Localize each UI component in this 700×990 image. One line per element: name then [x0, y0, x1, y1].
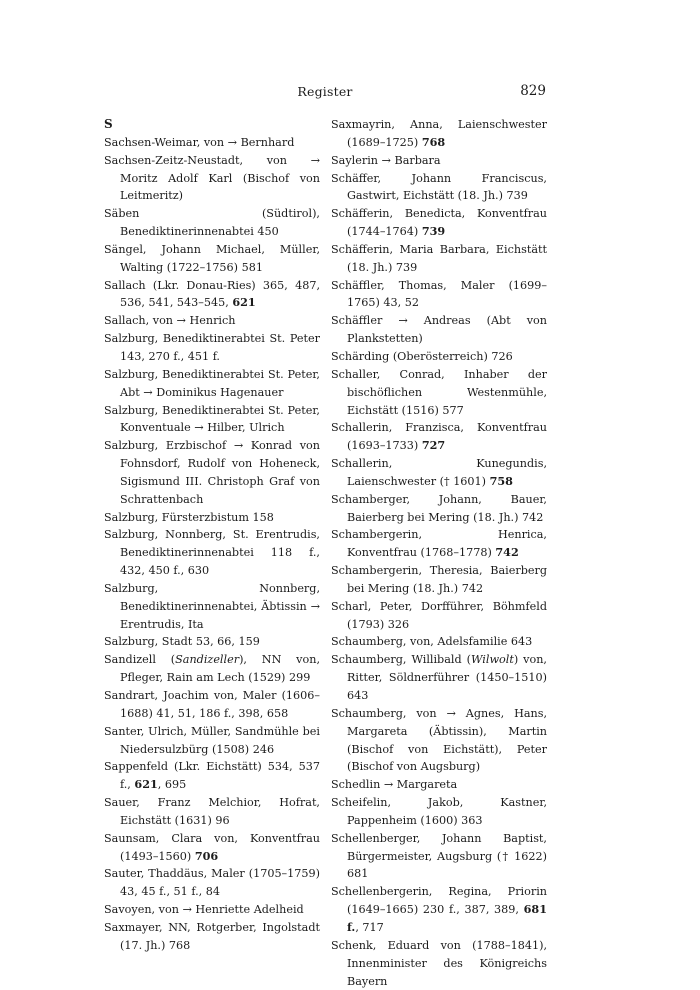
entry-text: Saxmayer, NN, Rotgerber, Ingolstadt (17. Jh.) 768 [104, 920, 320, 952]
page-reference-bold: 727 [421, 438, 446, 453]
entry-text: Salzburg, Fürsterzbistum 158 [104, 510, 274, 524]
entry-text: Santer, Ulrich, Müller, Sandmühle bei Niedersulzbürg (1508) 246 [104, 724, 320, 756]
index-entry [331, 419, 547, 455]
entry-text: Sachsen-Weimar, von → Bernhard [104, 135, 295, 149]
entry-text: Sachsen-Zeitz-Neustadt, von → Moritz Adolf Karl (Bischof von Leitmeritz) [104, 153, 320, 203]
index-entry [104, 277, 320, 313]
entry-text: Sauer, Franz Melchior, Hofrat, Eichstätt (1631) 96 [104, 796, 320, 827]
index-entry [331, 116, 547, 152]
index-entry [331, 241, 547, 277]
entry-text: Schellenbergerin, Regina, Priorin (1649–1665) 230 f., 387, 389, [331, 885, 547, 917]
index-entry [104, 901, 320, 919]
index-entry [331, 883, 547, 937]
entry-text: Salzburg, Stadt 53, 66, 159 [104, 635, 260, 649]
page-reference-bold: 681 f. [347, 902, 547, 934]
entry-text: Scheifelin, Jakob, Kastner, Pappenheim (1600) 363 [331, 796, 547, 827]
entry-text: Schenk, Eduard von (1788–1841), Innenminister des Königreichs Bayern [331, 938, 547, 988]
index-entry [104, 152, 320, 206]
index-column-left [104, 116, 320, 955]
index-entry [331, 633, 547, 651]
entry-text: Schellenberger, Johann Baptist, Bürgermeister, Augsburg († 1622) 681 [331, 831, 547, 881]
entry-text: Schaumberg, von, Adelsfamilie 643 [331, 635, 533, 649]
index-entry [104, 134, 320, 152]
entry-text: Sappenfeld (Lkr. Eichstätt) 534, 537 f., [104, 760, 320, 792]
entry-text: Schaumberg, von → Agnes, Hans, Margareta (Äbtissin), Martin (Bischof von Eichstätt), Peter (Bischof von Augsburg) [331, 706, 547, 774]
index-entry [331, 562, 547, 598]
index-entry [331, 205, 547, 241]
entry-text: Salzburg, Nonnberg, Benediktinerinnenabtei, Äbtissin → Erentrudis, Ita [104, 581, 320, 631]
index-entry [331, 152, 547, 170]
index-entry [104, 366, 320, 402]
entry-text: Schambergerin, Theresia, Baierberg bei Mering (18. Jh.) 742 [331, 564, 547, 595]
entry-text: Scharl, Peter, Dorfführer, Böhmfeld (1793) 326 [331, 599, 547, 631]
index-entry [331, 312, 547, 348]
page-reference-bold: 768 [421, 134, 446, 149]
page-reference-bold: S [104, 117, 113, 131]
entry-text: Saylerin → Barbara [331, 153, 441, 167]
index-entry [104, 437, 320, 508]
page-reference-bold: 742 [495, 545, 519, 560]
page-reference-bold: 621 [134, 777, 158, 792]
running-header [104, 84, 546, 104]
index-entry [331, 170, 547, 206]
entry-text: Schäfferin, Benedicta, Konventfrau (1744–1764) [331, 207, 547, 239]
page-reference-bold: 621 [232, 295, 256, 310]
index-entry [104, 687, 320, 723]
index-column-right [331, 116, 547, 990]
index-entry [331, 348, 547, 366]
entry-text: Schäffler, Thomas, Maler (1699–1765) 43, 52 [331, 278, 547, 310]
index-entry [104, 919, 320, 955]
entry-text: Sandizell ( [104, 653, 176, 667]
entry-text: Saxmayrin, Anna, Laienschwester (1689–1725) [331, 118, 547, 149]
index-entry [104, 580, 320, 634]
entry-text: Schäffer, Johann Franciscus, Gastwirt, Eichstätt (18. Jh.) 739 [331, 171, 547, 203]
entry-text: Schaller, Conrad, Inhaber der bischöflichen Westenmühle, Eichstätt (1516) 577 [331, 367, 547, 417]
entry-text: Salzburg, Erzbischof → Konrad von Fohnsdorf, Rudolf von Hoheneck, Sigismund III. Christoph Graf von Schrattenbach [104, 439, 320, 506]
entry-text: Sängel, Johann Michael, Müller, Walting (1722–1756) 581 [104, 242, 320, 274]
index-entry [104, 205, 320, 241]
entry-text: Schaumberg, Willibald ( [331, 653, 471, 667]
entry-text: , 717 [355, 920, 384, 934]
index-entry [104, 509, 320, 527]
index-entry [331, 776, 547, 794]
entry-text: Schäffler → Andreas (Abt von Plankstetten) [331, 314, 547, 346]
index-entry [331, 491, 547, 527]
index-entry [104, 402, 320, 438]
index-entry [331, 455, 547, 491]
running-title: Register [297, 84, 353, 99]
entry-text: Salzburg, Benediktinerabtei St. Peter 143, 270 f., 451 f. [104, 332, 320, 363]
entry-text: Säben (Südtirol), Benediktinerinnenabtei 450 [104, 207, 320, 239]
entry-text: Sandrart, Joachim von, Maler (1606–1688) 41, 51, 186 f., 398, 658 [104, 689, 320, 720]
page-reference-bold: 706 [194, 848, 219, 863]
index-entry [104, 794, 320, 830]
entry-text: Schäfferin, Maria Barbara, Eichstätt (18. Jh.) 739 [331, 242, 547, 274]
entry-text: Sallach, von → Henrich [104, 314, 236, 328]
index-entry [104, 312, 320, 330]
entry-text: Schedlin → Margareta [331, 778, 458, 792]
index-entry [104, 865, 320, 901]
entry-text: Schamberger, Johann, Bauer, Baierberg bei Mering (18. Jh.) 742 [331, 492, 547, 524]
index-entry [331, 598, 547, 634]
page-reference-bold: 739 [421, 224, 446, 239]
index-entry [331, 830, 547, 884]
entry-text: Schallerin, Franzisca, Konventfrau (1693–1733) [331, 421, 547, 453]
index-entry [331, 526, 547, 562]
entry-text: Schallerin, Kunegundis, Laienschwester († 1601) [331, 457, 547, 488]
entry-text: Schärding (Oberösterreich) 726 [331, 349, 513, 363]
entry-text: Salzburg, Nonnberg, St. Erentrudis, Benediktinerinnenabtei 118 f., 432, 450 f., 630 [104, 528, 320, 578]
index-entry [331, 277, 547, 313]
name-variant-italic: Sandizeller [175, 653, 240, 667]
entry-text: Salzburg, Benediktinerabtei St. Peter, Konventuale → Hilber, Ulrich [104, 403, 320, 435]
index-entry [104, 330, 320, 366]
index-entry [331, 651, 547, 705]
entry-text: , 695 [157, 778, 187, 792]
index-entry [331, 366, 547, 420]
index-entry [104, 241, 320, 277]
section-letter [104, 116, 320, 134]
entry-text: Schambergerin, Henrica, Konventfrau (1768–1778) [331, 528, 547, 560]
index-entry [104, 758, 320, 794]
index-entry [331, 937, 547, 990]
entry-text: ) von, Ritter, Söldnerführer (1450–1510) 643 [347, 653, 547, 702]
index-entry [104, 723, 320, 759]
name-variant-italic: Wilwolt [470, 653, 514, 667]
index-entry [104, 633, 320, 651]
index-entry [331, 705, 547, 776]
page-number: 829 [520, 83, 546, 99]
entry-text: ), NN von, Pfleger, Rain am Lech (1529) 299 [120, 653, 321, 685]
entry-text: Sallach (Lkr. Donau-Ries) 365, 487, 536, 541, 543–545, [104, 278, 320, 310]
entry-text: Sauter, Thaddäus, Maler (1705–1759) 43, 45 f., 51 f., 84 [104, 867, 320, 899]
index-entry [104, 830, 320, 866]
page-reference-bold: 758 [489, 473, 513, 488]
index-entry [331, 794, 547, 830]
entry-text: Salzburg, Benediktinerabtei St. Peter, Abt → Dominikus Hagenauer [104, 367, 320, 399]
entry-text: Saunsam, Clara von, Konventfrau (1493–1560) [104, 831, 320, 863]
entry-text: Savoyen, von → Henriette Adelheid [104, 903, 304, 917]
index-entry [104, 526, 320, 580]
index-entry [104, 651, 320, 687]
